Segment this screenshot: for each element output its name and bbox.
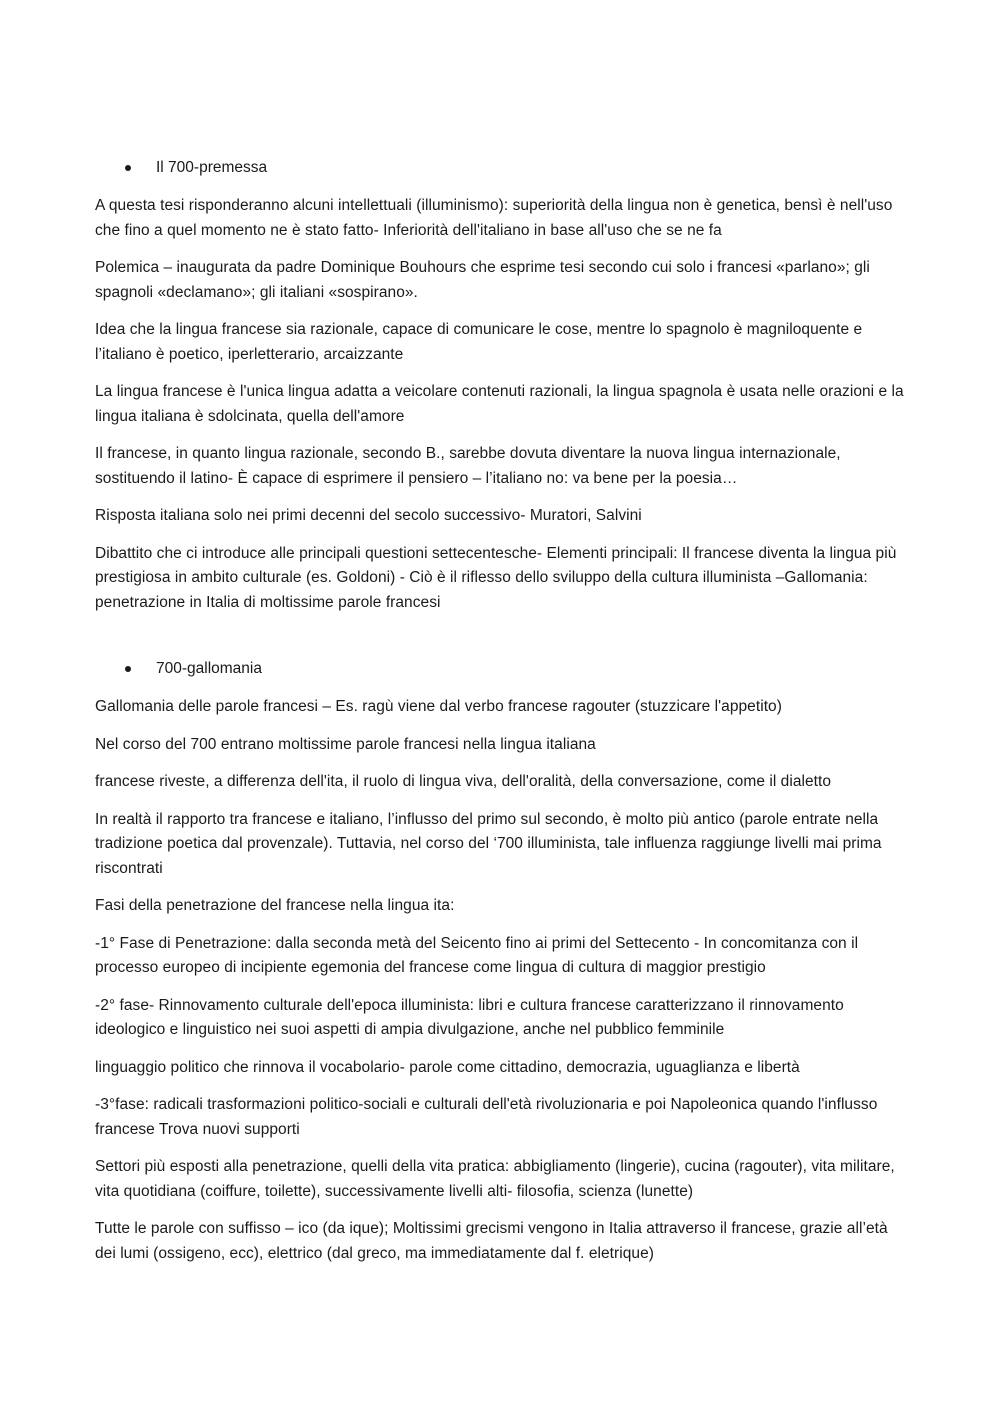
section-premessa <box>95 156 910 615</box>
paragraph: -3°fase: radicali trasformazioni politico-sociali e culturali dell'età rivoluzionaria e poi Napoleonica quando l'influsso francese Trova nuovi supporti <box>95 1096 878 1138</box>
paragraph: Settori più esposti alla penetrazione, quelli della vita pratica: abbigliamento (lingerie), cucina (ragouter), vita militare, vita quotidiana (coiffure, toilette), successivamente livelli alti- filosofia, scienza (lunette) <box>95 1158 895 1200</box>
section-heading-text: 700-gallomania <box>156 660 262 677</box>
paragraph: -2° fase- Rinnovamento culturale dell'epoca illuminista: libri e cultura francese caratterizzano il rinnovamento ideologico e linguistico nei suoi aspetti di ampia divulgazione, anche nel pubblico femminile <box>95 996 844 1038</box>
document-page <box>95 156 910 1279</box>
paragraph: linguaggio politico che rinnova il vocabolario- parole come cittadino, democrazia, uguaglianza e libertà <box>95 1058 800 1076</box>
paragraph: francese riveste, a differenza dell'ita, il ruolo di lingua viva, dell'oralità, della conversazione, come il dialetto <box>95 773 832 790</box>
paragraph: A questa tesi risponderanno alcuni intellettuali (illuminismo): superiorità della lingua non è genetica, bensì è nell'uso che fino a quel momento ne è stato fatto- Inferiorità dell'italiano in base all'uso che se ne fa <box>95 197 893 239</box>
section-heading <box>95 156 910 180</box>
paragraph: In realtà il rapporto tra francese e italiano, l’influsso del primo sul secondo, è molto più antico (parole entrate nella tradizione poetica dal provenzale). Tuttavia, nel corso del ‘700 illuminista, tale influenza raggiunge livelli mai prima riscontrati <box>95 810 882 877</box>
paragraph: Risposta italiana solo nei primi decenni del secolo successivo- Muratori, Salvini <box>95 507 642 524</box>
paragraph: Idea che la lingua francese sia razionale, capace di comunicare le cose, mentre lo spagnolo è magniloquente e l’italiano è poetico, iperletterario, arcaizzante <box>95 321 863 363</box>
paragraph: Dibattito che ci introduce alle principali questioni settecentesche- Elementi principali: Il francese diventa la lingua più prestigiosa in ambito culturale (es. Goldoni) - Ciò è il riflesso dello sviluppo della cultura illuminista –Gallomania: penetrazione in Italia di moltissime parole francesi <box>95 544 897 611</box>
paragraph: Polemica – inaugurata da padre Dominique Bouhours che esprime tesi secondo cui solo i francesi «parlano»; gli spagnoli «declamano»; gli italiani «sospirano». <box>95 259 870 301</box>
paragraph: -1° Fase di Penetrazione: dalla seconda metà del Seicento fino ai primi del Settecento - In concomitanza con il processo europeo di incipiente egemonia del francese come lingua di cultura di maggior prestigio <box>95 934 859 976</box>
bullet-icon <box>125 666 131 672</box>
paragraph: Tutte le parole con suffisso – ico (da ique); Moltissimi grecismi vengono in Italia attraverso il francese, grazie all’età dei lumi (ossigeno, ecc), elettrico (dal greco, ma immediatamente dal f. eletrique) <box>95 1220 888 1262</box>
bullet-icon <box>125 165 131 171</box>
paragraph: La lingua francese è l'unica lingua adatta a veicolare contenuti razionali, la lingua spagnola è usata nelle orazioni e la lingua italiana è sdolcinata, quella dell'amore <box>95 383 904 425</box>
section-heading-text: Il 700-premessa <box>156 159 268 176</box>
paragraph: Gallomania delle parole francesi – Es. ragù viene dal verbo francese ragouter (stuzzicare l'appetito) <box>95 698 782 715</box>
paragraph: Il francese, in quanto lingua razionale, secondo B., sarebbe dovuta diventare la nuova lingua internazionale, sostituendo il latino- È capace di esprimere il pensiero – l’italiano no: va bene per la poesia… <box>95 445 841 487</box>
section-heading <box>95 657 910 681</box>
paragraph: Nel corso del 700 entrano moltissime parole francesi nella lingua italiana <box>95 735 596 753</box>
section-gallomania <box>95 657 910 1266</box>
paragraph: Fasi della penetrazione del francese nella lingua ita: <box>95 897 455 914</box>
